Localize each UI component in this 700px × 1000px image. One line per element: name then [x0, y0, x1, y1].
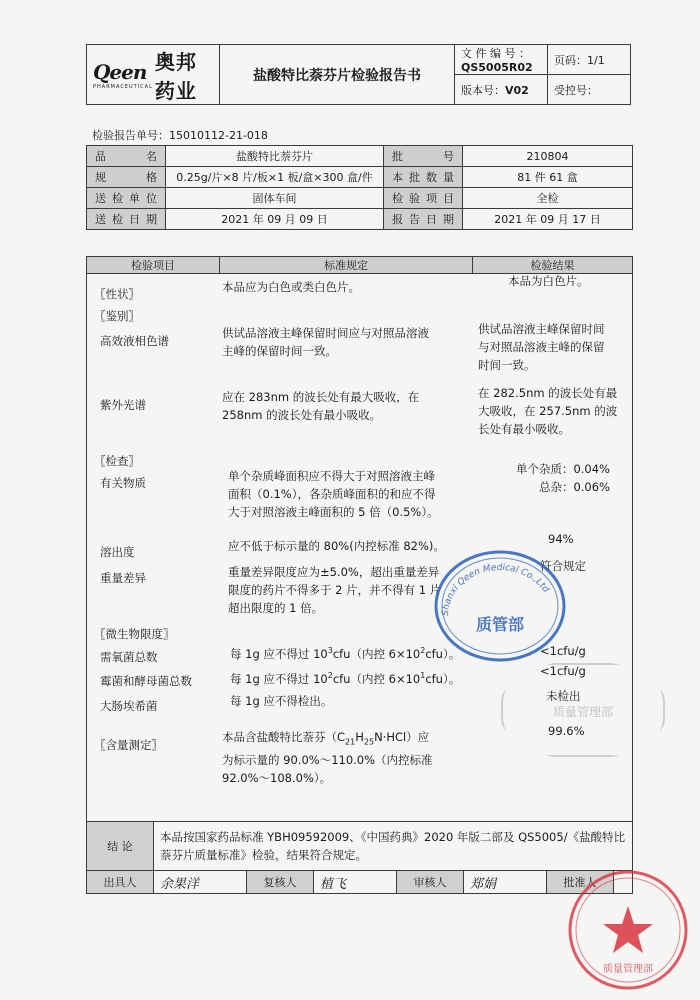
dissolution-standard: 应不低于标示量的 80%(内控标准 82%)。 — [228, 539, 445, 553]
dissolution-result: 94% — [548, 532, 574, 546]
conclusion-text: 本品按国家药品标准 YBH09592009、《中国药典》2020 年版二部及 QS5005/《盐酸特比萘芬片质量标准》检验，结果符合规定。 — [154, 822, 633, 871]
svg-text:质管部: 质管部 — [475, 615, 525, 634]
dissolution-item: 溶出度 — [100, 545, 135, 559]
sent-date-label: 送检日期 — [87, 209, 166, 230]
doc-no-cell: 文 件 编 号 ： QS5005R02 — [455, 45, 548, 75]
aerobic-count-item: 需氧菌总数 — [100, 650, 158, 664]
issuer-label: 出具人 — [87, 871, 154, 894]
page-cell: 页码：1/1 — [548, 45, 631, 75]
section-identification: 〖鉴别〗 — [94, 309, 140, 323]
section-assay: 〖含量测定〗 — [94, 738, 163, 752]
report-date-label: 报告日期 — [384, 209, 463, 230]
weight-variation-item: 重量差异 — [100, 571, 146, 585]
spec-value: 0.25g/片×8 片/板×1 板/盒×300 盒/件 — [166, 167, 384, 188]
footer-table — [86, 821, 633, 894]
logo-mark: Qeen PHARMACEUTICAL — [93, 59, 153, 90]
logo-cell — [87, 45, 220, 105]
related-substances-standard: 单个杂质峰面积应不得大于对照溶液主峰 面积（0.1%），各杂质峰面积的和应不得 大于对照溶液主峰面积的 5 倍（0.5%）。 — [228, 469, 439, 519]
svg-text:质量管理部: 质量管理部 — [603, 964, 653, 975]
hplc-standard: 供试品溶液主峰保留时间应与对照品溶液 主峰的保留时间一致。 — [222, 326, 429, 358]
hplc-item: 高效液相色谱 — [100, 334, 169, 348]
report-title: 盐酸特比萘芬片检验报告书 — [220, 45, 455, 105]
header-table — [86, 44, 631, 105]
mold-yeast-result: <1cfu/g — [540, 664, 586, 678]
ecoli-item: 大肠埃希菌 — [100, 699, 158, 713]
approver-label: 批准人 — [547, 871, 614, 894]
assay-result: 99.6% — [548, 724, 585, 738]
appearance-result: 本品为白色片。 — [508, 274, 589, 288]
version-cell: 版本号：V02 — [455, 75, 548, 105]
company-seal — [566, 868, 690, 992]
appearance-standard: 本品应为白色或类白色片。 — [222, 280, 360, 294]
aerobic-count-standard: 每 1g 应不得过 $10^3cfu$（内控 $6\times 10^2cfu$）。 — [230, 646, 461, 661]
uv-result: 在 282.5nm 的波长处有最 大吸收，在 257.5nm 的波 长处有最小吸收。 — [478, 386, 618, 436]
unit-label: 送检单位 — [87, 188, 166, 209]
unit-value: 固体车间 — [166, 188, 384, 209]
batch-value: 210804 — [463, 146, 633, 167]
report-number: 检验报告单号：15010112-21-018 — [92, 129, 268, 142]
info-table — [86, 145, 633, 230]
related-substances-result: 单个杂质：0.04% 总杂：0.06% — [515, 462, 610, 494]
qty-label: 本批数量 — [384, 167, 463, 188]
auditor-signature: 郑娟 — [464, 871, 547, 894]
controlled-no-cell: 受控号： — [548, 75, 631, 105]
section-check: 〖检查〗 — [94, 454, 140, 468]
sent-date-value: 2021 年 09 月 09 日 — [166, 209, 384, 230]
related-substances-item: 有关物质 — [100, 476, 146, 490]
report-date-value: 2021 年 09 月 17 日 — [463, 209, 633, 230]
qa-department-stamp — [428, 546, 570, 664]
mold-yeast-standard: 每 1g 应不得过 $10^2cfu$（内控 $6\times 10^1cfu$）。 — [230, 671, 461, 686]
col-result: 检验结果 — [473, 257, 633, 274]
conclusion-label: 结 论 — [87, 822, 154, 871]
product-label: 品 名 — [87, 146, 166, 167]
reviewer-label: 复核人 — [247, 871, 314, 894]
spec-label: 规 格 — [87, 167, 166, 188]
hplc-result: 供试品溶液主峰保留时间 与对照品溶液主峰的保留 时间一致。 — [478, 322, 605, 372]
svg-text:Shanxi Qeen Medical Co.,Ltd: Shanxi Qeen Medical Co.,Ltd — [440, 562, 551, 617]
logo-name: 奥邦药业 — [154, 49, 197, 103]
items-label: 检验项目 — [384, 188, 463, 209]
uv-item: 紫外光谱 — [100, 398, 146, 412]
ecoli-result: 未检出 — [546, 689, 581, 703]
items-value: 全检 — [463, 188, 633, 209]
seal-star-icon — [603, 906, 653, 953]
product-value: 盐酸特比萘芬片 — [166, 146, 384, 167]
quality-management-stamp — [498, 660, 668, 760]
company-logo — [93, 46, 213, 104]
auditor-label: 审核人 — [397, 871, 464, 894]
weight-variation-standard: 重量差异限度应为±5.0%，超出重量差异 限度的药片不得多于 2 片，并不得有 1 片 超出限度的 1 倍。 — [228, 565, 442, 615]
uv-standard: 应在 283nm 的波长处有最大吸收，在 258nm 的波长处有最小吸收。 — [222, 390, 420, 422]
svg-text:质量管理部: 质量管理部 — [552, 705, 614, 719]
col-standard: 标准规定 — [220, 257, 473, 274]
section-appearance: 〖性状〗 — [94, 287, 140, 301]
qty-value: 81 件 61 盒 — [463, 167, 633, 188]
section-microbial: 〖微生物限度〗 — [94, 627, 175, 641]
ecoli-standard: 每 1g 应不得检出。 — [230, 694, 333, 708]
mold-yeast-item: 霉菌和酵母菌总数 — [100, 674, 192, 688]
issuer-signature: 余果洋 — [154, 871, 247, 894]
col-item: 检验项目 — [87, 257, 220, 274]
aerobic-count-result: <1cfu/g — [540, 644, 586, 658]
batch-label: 批 号 — [384, 146, 463, 167]
assay-standard: 本品含盐酸特比萘芬$(C_{21}H_{25}N\cdot HCl)$应 为标示量的 90.0%～110.0%（内控标准 92.0%～108.0%）。 — [222, 730, 433, 786]
reviewer-signature: 植飞 — [314, 871, 397, 894]
weight-variation-result: 符合规定 — [540, 559, 586, 573]
